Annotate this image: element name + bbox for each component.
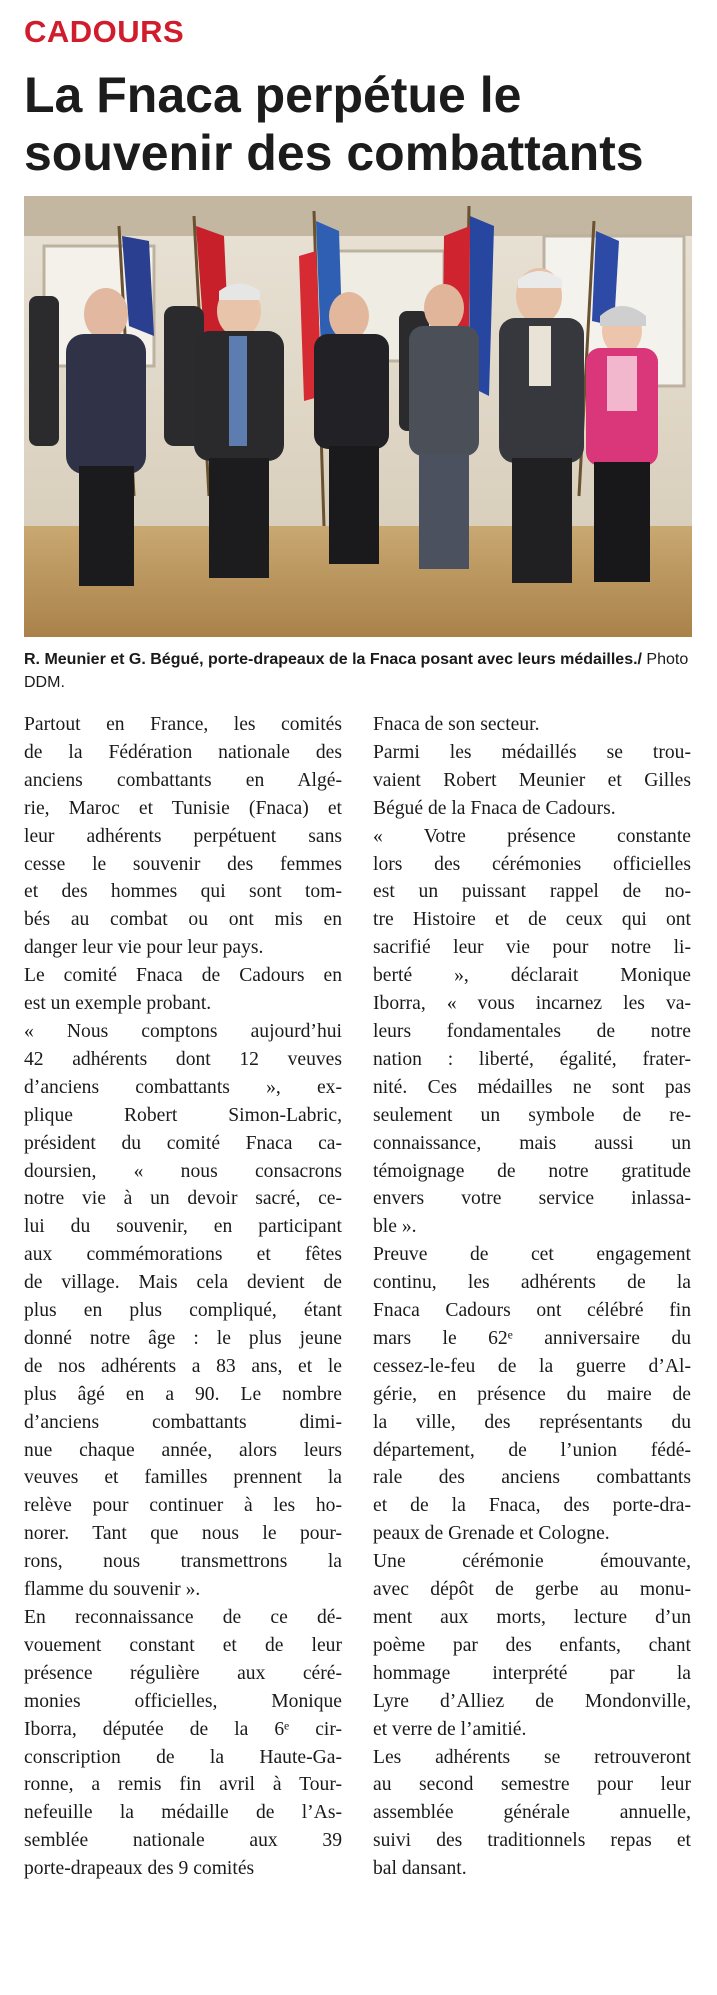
- article-text-line: Partout en France, les comités: [24, 714, 342, 735]
- article-text-line: Preuve de cet engagement: [373, 1244, 691, 1266]
- article-text-line: Une cérémonie émouvante,: [373, 1551, 691, 1573]
- article-text-line: ronne, a remis fin avril à Tour-: [24, 1774, 342, 1796]
- article-text-line: Fnaca Cadours ont célébré fin: [373, 1300, 691, 1322]
- article-text-line: plique Robert Simon-Labric,: [24, 1104, 342, 1126]
- article-column-left: [24, 711, 342, 1883]
- article-text-line: mars le 62ᵉ anniversaire du: [373, 1327, 691, 1349]
- article-text-line: bés au combat ou ont mis en: [24, 909, 342, 931]
- article-text-line: présence régulière aux céré-: [24, 1662, 342, 1684]
- article-text-line: est un puissant rappel de no-: [373, 881, 691, 903]
- article-text-line: veuves et familles prennent la: [24, 1467, 342, 1489]
- article-text-line: envers votre service inlassa-: [373, 1188, 691, 1210]
- article-text-line: bal dansant.: [373, 1858, 467, 1880]
- article-text-line: suivi des traditionnels repas et: [373, 1830, 691, 1852]
- article-text-line: notre vie à un devoir sacré, ce-: [24, 1188, 342, 1210]
- article-text-line: d’anciens combattants dimi-: [24, 1411, 342, 1433]
- article-text-line: seulement un symbole de re-: [373, 1104, 691, 1126]
- article-text-line: témoignage de notre gratitude: [373, 1160, 691, 1182]
- article-text-line: avec dépôt de gerbe au monu-: [373, 1579, 691, 1601]
- article-text-line: tre Histoire et de ceux qui ont: [373, 909, 691, 931]
- article-text-line: et verre de l’amitié.: [373, 1718, 527, 1740]
- article-text-line: de la Fédération nationale des: [24, 741, 342, 763]
- article-text-line: nation : liberté, égalité, frater-: [373, 1048, 691, 1070]
- caption-text: R. Meunier et G. Bégué, porte-drapeaux de la Fnaca posant avec leurs médailles./: [24, 651, 642, 668]
- article-text-line: monies officielles, Monique: [24, 1690, 342, 1712]
- article-text-line: et des hommes qui sont tom-: [24, 881, 342, 903]
- section-kicker: CADOURS: [24, 14, 185, 49]
- article-text-line: peaux de Grenade et Cologne.: [373, 1523, 610, 1545]
- caption-credit: Photo DDM.: [24, 651, 689, 691]
- article-text-line: Iborra, « vous incarnez les va-: [373, 993, 691, 1015]
- article-text-line: berté », déclarait Monique: [373, 965, 691, 987]
- article-text-line: aux commémorations et fêtes: [24, 1244, 342, 1266]
- article-text-line: relève pour continuer à les ho-: [24, 1495, 342, 1517]
- article-text-line: En reconnaissance de ce dé-: [24, 1607, 342, 1628]
- article-text-line: gérie, en présence du maire de: [373, 1383, 691, 1405]
- article-text-line: continu, les adhérents de la: [373, 1272, 691, 1294]
- article-text-line: Parmi les médaillés se trou-: [373, 741, 691, 763]
- article-text-line: doursien, « nous consacrons: [24, 1160, 342, 1182]
- headline-line-2: souvenir des combattants: [24, 125, 644, 181]
- article-text-line: vaient Robert Meunier et Gilles: [373, 769, 691, 791]
- article-text-line: et de la Fnaca, des porte-dra-: [373, 1495, 691, 1517]
- article-text-line: d’anciens combattants », ex-: [24, 1076, 342, 1098]
- article-text-line: nue chaque année, alors leurs: [24, 1439, 342, 1461]
- article-text-line: Les adhérents se retrouveront: [373, 1746, 691, 1768]
- article-text-line: flamme du souvenir ».: [24, 1579, 201, 1601]
- article-text-line: hommage interprété par la: [373, 1662, 691, 1684]
- article-text-line: porte-drapeaux des 9 comités: [24, 1858, 255, 1880]
- photo-caption: [24, 648, 692, 694]
- article-text-line: danger leur vie pour leur pays.: [24, 937, 264, 959]
- article-text-line: « Votre présence constante: [373, 825, 691, 847]
- article-text-line: donné notre âge : le plus jeune: [24, 1327, 342, 1349]
- article-text-line: rale des anciens combattants: [373, 1467, 691, 1489]
- article-photo: [24, 196, 692, 637]
- article-text-line: département, de l’union fédé-: [373, 1439, 691, 1461]
- article-text-line: Lyre d’Alliez de Mondonville,: [373, 1690, 691, 1712]
- article-text-line: ble ».: [373, 1216, 417, 1238]
- article-text-line: de village. Mais cela devient de: [24, 1272, 342, 1294]
- article-text-line: cesse le souvenir des femmes: [24, 853, 342, 875]
- article-text-line: « Nous comptons aujourd’hui: [24, 1020, 342, 1042]
- article-text-line: ment aux morts, lecture d’un: [373, 1607, 691, 1628]
- article-text-line: nefeuille la médaille de l’As-: [24, 1802, 342, 1824]
- article-column-right: [373, 711, 691, 1883]
- article-text-line: rie, Maroc et Tunisie (Fnaca) et: [24, 797, 342, 819]
- article-text-line: connaissance, mais aussi un: [373, 1132, 691, 1154]
- article-text-line: Fnaca de son secteur.: [373, 714, 540, 735]
- article-text-line: poème par des enfants, chant: [373, 1634, 691, 1656]
- article-text-line: Iborra, députée de la 6ᵉ cir-: [24, 1718, 342, 1740]
- article-text-line: sacrifié leur vie pour notre li-: [373, 937, 691, 959]
- article-text-line: leur adhérents perpétuent sans: [24, 825, 342, 847]
- article-text-line: au second semestre pour leur: [373, 1774, 691, 1796]
- article-text-line: la ville, des représentants du: [373, 1411, 691, 1433]
- article-text-line: assemblée générale annuelle,: [373, 1802, 691, 1824]
- headline: [24, 66, 704, 182]
- article-text-line: de nos adhérents a 83 ans, et le: [24, 1355, 342, 1377]
- article-text-line: norer. Tant que nous le pour-: [24, 1523, 342, 1545]
- article-text-line: plus en plus compliqué, étant: [24, 1300, 342, 1322]
- photo-group-icon: [24, 196, 692, 637]
- article-text-line: lors des cérémonies officielles: [373, 853, 691, 875]
- article-text-line: semblée nationale aux 39: [24, 1830, 342, 1852]
- article-text-line: plus âgé en a 90. Le nombre: [24, 1383, 342, 1405]
- article-text-line: Bégué de la Fnaca de Cadours.: [373, 797, 616, 819]
- article-text-line: nité. Ces médailles ne sont pas: [373, 1076, 691, 1098]
- headline-line-1: La Fnaca perpétue le: [24, 67, 522, 123]
- article-text-line: vouement constant et de leur: [24, 1634, 342, 1656]
- article-text-line: Le comité Fnaca de Cadours en: [24, 965, 342, 987]
- article-text-line: 42 adhérents dont 12 veuves: [24, 1048, 342, 1070]
- article-text-line: lui du souvenir, en participant: [24, 1216, 342, 1238]
- article-text-line: rons, nous transmettrons la: [24, 1551, 342, 1573]
- article-text-line: conscription de la Haute-Ga-: [24, 1746, 342, 1768]
- article-text-line: est un exemple probant.: [24, 993, 212, 1015]
- article-text-line: cessez-le-feu de la guerre d’Al-: [373, 1355, 691, 1377]
- article-text-line: anciens combattants en Algé-: [24, 769, 342, 791]
- article-text-line: leurs fondamentales de notre: [373, 1020, 691, 1042]
- article-text-line: président du comité Fnaca ca-: [24, 1132, 342, 1154]
